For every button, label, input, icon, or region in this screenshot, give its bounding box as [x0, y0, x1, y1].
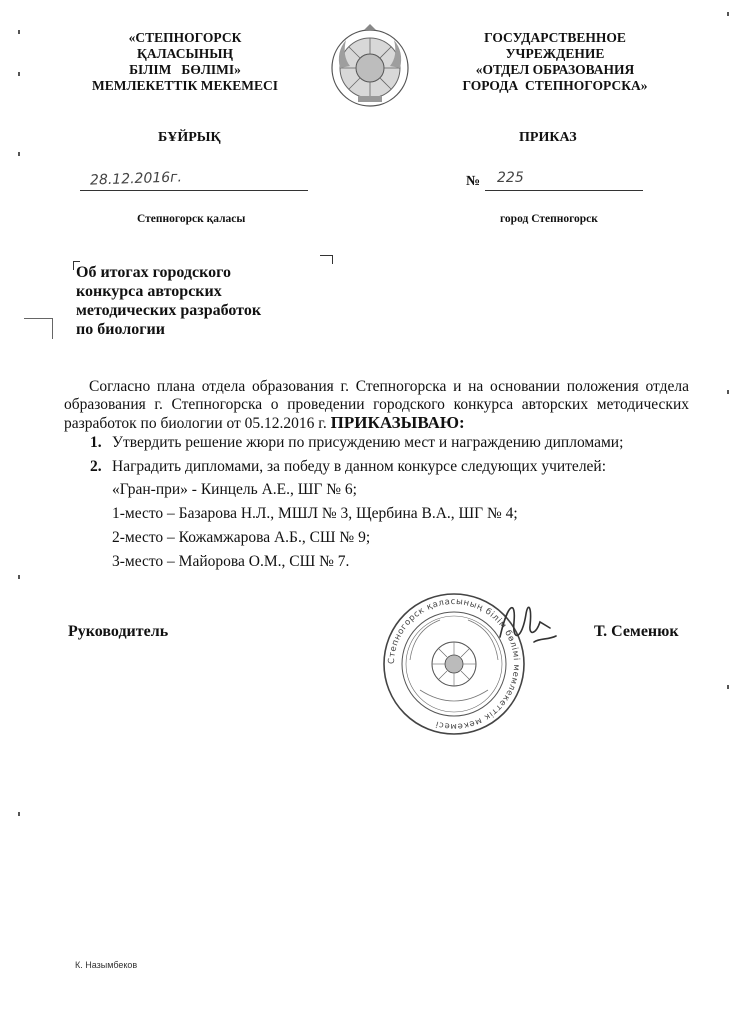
header-right-line: УЧРЕЖДЕНИЕ — [505, 46, 605, 61]
preamble-text: Согласно плана отдела образования г. Степногорска и на основании положения отдела образования г. Степногорска о проведении городского конкурса авторских методических разработок по биологии от 05.12.2016 г. — [64, 378, 689, 432]
city-kazakh: Степногорск қаласы — [137, 213, 246, 225]
header-right-russian — [445, 30, 665, 94]
scan-mark — [18, 72, 20, 76]
header-left-line: МЕМЛЕКЕТТІК МЕКЕМЕСІ — [91, 78, 279, 93]
list-item — [90, 458, 690, 476]
preamble-paragraph — [64, 378, 689, 433]
winner-entry: 3-место – Майорова О.М., СШ № 7. — [112, 553, 350, 570]
kazakhstan-emblem-icon — [326, 22, 414, 110]
subject-line: по биологии — [76, 321, 165, 338]
winners-list — [112, 481, 518, 577]
subject-line: методических разработок — [76, 302, 262, 319]
scan-mark — [18, 575, 20, 579]
header-right-line: «ОТДЕЛ ОБРАЗОВАНИЯ — [475, 62, 635, 77]
header-left-kazakh — [80, 30, 290, 94]
list-item-number: 2. — [90, 458, 102, 475]
subject-line: конкурса авторских — [76, 283, 222, 300]
header-left-line: БІЛІМ БӨЛІМІ» — [129, 62, 241, 77]
header-left-line: «СТЕПНОГОРСК — [128, 30, 242, 45]
list-item-text: Наградить дипломами, за победу в данном конкурсе следующих учителей: — [112, 458, 607, 475]
order-items — [90, 434, 690, 482]
header-right-line: ГОСУДАРСТВЕННОЕ — [484, 30, 626, 45]
scan-mark — [727, 390, 729, 394]
handwritten-number: 225 — [497, 170, 524, 186]
scan-mark — [18, 812, 20, 816]
scan-mark — [727, 685, 729, 689]
winner-entry: 1-место – Базарова Н.Л., МШЛ № 3, Щербина В.А., ШГ № 4; — [112, 505, 518, 522]
order-keyword: ПРИКАЗЫВАЮ: — [330, 413, 465, 432]
order-subject — [76, 263, 326, 339]
executor-name: К. Назымбеков — [75, 960, 138, 970]
signatory-title: Руководитель — [68, 623, 169, 640]
header-right-line: ГОРОДА СТЕПНОГОРСКА» — [462, 78, 648, 93]
header-left-line: ҚАЛАСЫНЫҢ — [137, 46, 233, 61]
list-item — [90, 434, 690, 452]
scan-mark — [727, 12, 729, 16]
scan-mark — [18, 152, 20, 156]
order-body — [64, 378, 689, 433]
number-label: № — [466, 174, 481, 189]
scan-mark — [18, 30, 20, 34]
city-russian: город Степногорск — [500, 213, 598, 225]
doc-type-russian: ПРИКАЗ — [519, 130, 577, 145]
list-item-number: 1. — [90, 434, 102, 451]
winner-entry: 2-место – Кожамжарова А.Б., СШ № 9; — [112, 529, 371, 546]
winner-entry: «Гран-при» - Кинцель А.Е., ШГ № 6; — [112, 481, 357, 498]
doc-type-kazakh: БҰЙРЫҚ — [158, 130, 221, 145]
margin-mark — [24, 318, 53, 339]
seal-text: Степногорск қаласының білім бөлімі мемлекеттік мекемесі — [386, 596, 522, 732]
handwritten-date: 28.12.2016г. — [89, 169, 183, 189]
handwritten-signature-icon — [490, 592, 560, 652]
subject-line: Об итогах городского — [76, 264, 231, 281]
signatory-name: Т. Семенюк — [594, 623, 679, 640]
list-item-text: Утвердить решение жюри по присуждению мест и награждению дипломами; — [112, 434, 624, 451]
